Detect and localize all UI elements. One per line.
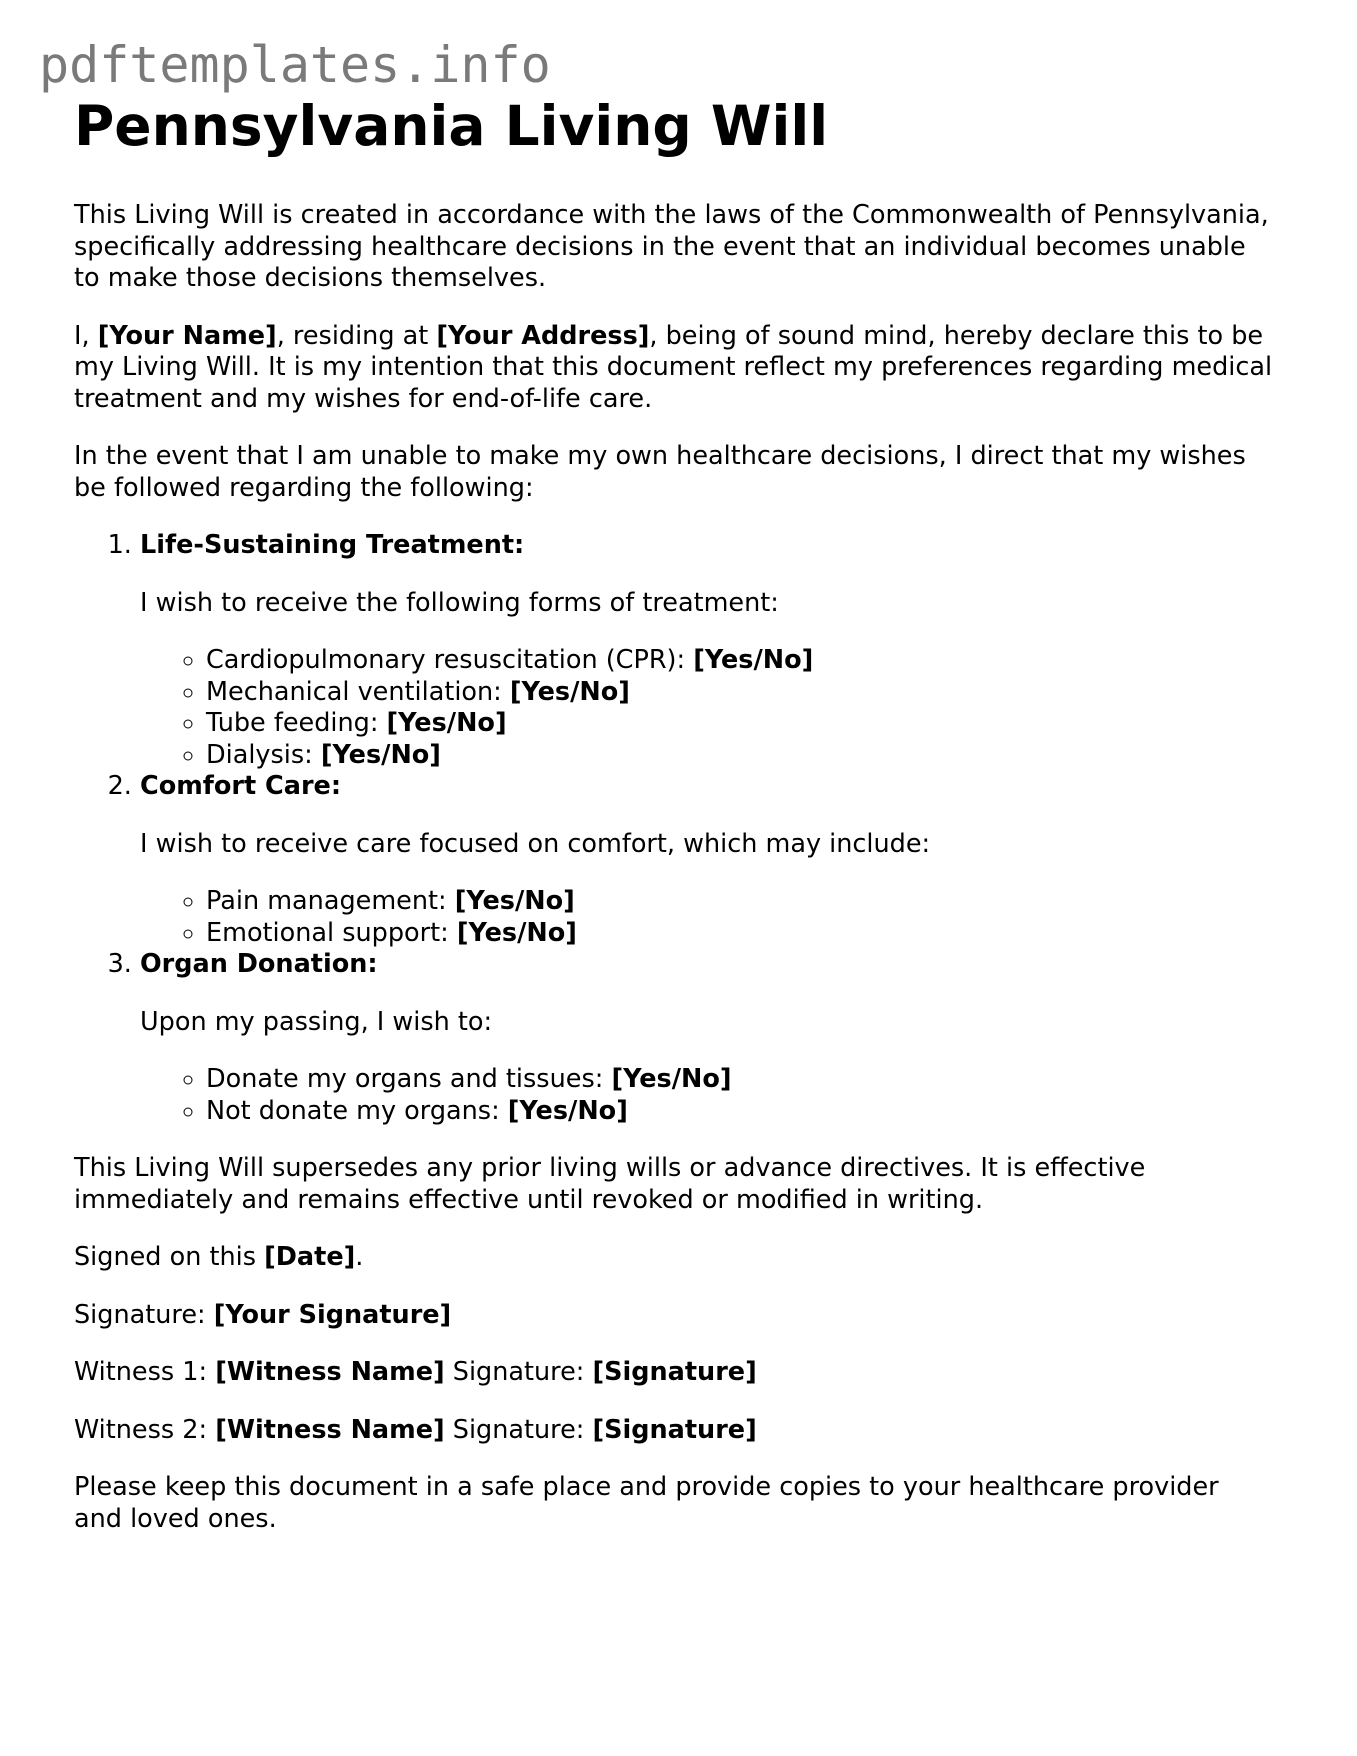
name-placeholder: [Your Name] [97,320,277,351]
closing-paragraph: Please keep this document in a safe place and provide copies to your healthcare provider and loved ones. [74,1472,1219,1534]
option-label: Cardiopulmonary resuscitation (CPR): [206,645,694,675]
section-heading: Comfort Care: [140,771,342,801]
option-item [206,1064,1274,1096]
document-body [74,94,1274,1561]
option-value: [Yes/No] [509,676,630,707]
section-heading: Organ Donation: [140,949,378,979]
intro-paragraph: This Living Will is created in accordance with the laws of the Commonwealth of Pennsylvania, specifically addressing healthcare decisions in the event that an individual becomes unable to make those decisions themselves. [74,200,1269,293]
option-label: Mechanical ventilation: [206,676,510,707]
option-item [206,886,1274,918]
option-label: Dialysis: [206,739,321,770]
option-item [206,740,1274,772]
option-label: Pain management: [206,886,455,916]
option-item [206,708,1274,740]
option-list [140,886,1274,949]
declaration-prefix: I, [74,320,98,351]
option-item [206,645,1274,677]
address-placeholder: [Your Address] [436,320,650,351]
option-value: [Yes/No] [454,886,575,916]
section-organ-donation [140,949,1274,1127]
option-value: [Yes/No] [693,645,814,675]
signature-label: Signature: [74,1299,214,1330]
option-item [206,677,1274,709]
section-description: Upon my passing, I wish to: [140,1006,493,1037]
witness-2-line [74,1415,1274,1447]
signed-suffix: . [355,1242,364,1272]
option-value: [Yes/No] [456,917,577,948]
declaration-mid: , residing at [276,320,437,351]
witness-signature-label: Signature: [444,1414,593,1445]
option-item [206,1096,1274,1128]
option-label: Not donate my organs: [206,1095,508,1126]
section-description: I wish to receive care focused on comfort, which may include: [140,828,931,859]
signature-placeholder: [Your Signature] [213,1299,452,1330]
section-comfort-care [140,771,1274,949]
option-list [140,645,1274,771]
option-label: Donate my organs and tissues: [206,1064,612,1094]
witness-name-placeholder: [Witness Name] [215,1357,445,1387]
date-placeholder: [Date] [264,1242,356,1272]
witness-name-placeholder: [Witness Name] [215,1414,445,1445]
witness-1-line [74,1357,1274,1389]
option-label: Tube feeding: [206,708,387,738]
option-value: [Yes/No] [507,1095,628,1126]
direction-paragraph: In the event that I am unable to make my own healthcare decisions, I direct that my wishes be followed regarding the following: [74,441,1246,503]
witness-label: Witness 2: [74,1414,216,1445]
section-description: I wish to receive the following forms of treatment: [140,587,779,618]
option-value: [Yes/No] [320,739,441,770]
option-list [140,1064,1274,1127]
witness-signature-label: Signature: [444,1357,593,1387]
section-life-sustaining [140,530,1274,771]
watermark: pdftemplates.info [39,36,551,94]
supersedes-paragraph: This Living Will supersedes any prior living wills or advance directives. It is effective immediately and remains effective until revoked or modified in writing. [74,1153,1146,1215]
option-value: [Yes/No] [386,708,507,738]
signed-date-line [74,1242,1274,1274]
witness-signature-placeholder: [Signature] [592,1414,757,1445]
directive-sections [74,530,1274,1127]
declaration-paragraph [74,321,1274,416]
option-label: Emotional support: [206,917,457,948]
signature-line [74,1300,1274,1332]
declaration-suffix: , being of sound mind, hereby declare this to be my Living Will. It is my intention that this document reflect my preferences regarding medical treatment and my wishes for end-of-life care. [74,320,1273,414]
document-title: Pennsylvania Living Will [74,94,829,158]
option-item [206,918,1274,950]
option-value: [Yes/No] [611,1064,732,1094]
section-heading: Life-Sustaining Treatment: [140,530,525,560]
witness-signature-placeholder: [Signature] [592,1357,757,1387]
signed-prefix: Signed on this [74,1242,265,1272]
witness-label: Witness 1: [74,1357,216,1387]
